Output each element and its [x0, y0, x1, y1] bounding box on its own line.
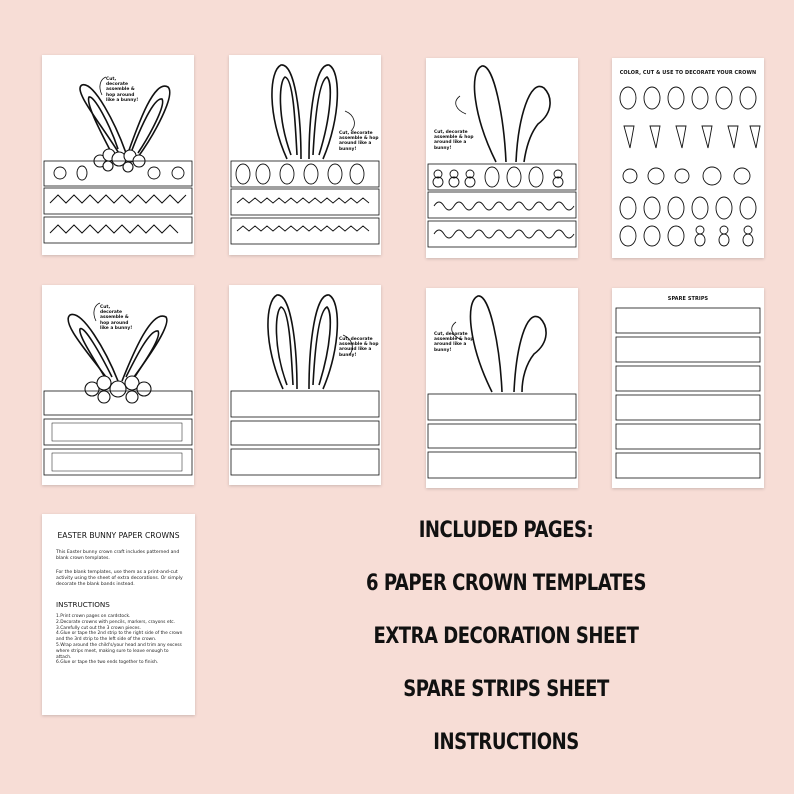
instruction-step: 6.Glue or tape the two ends together to finish. — [56, 660, 159, 666]
spare-strips — [612, 288, 764, 488]
spare-strips-sheet — [612, 288, 764, 488]
crown-template-long-ears-patterned — [426, 58, 578, 258]
crown-note: Cut, decorate assemble & hop around like a bunny! — [434, 130, 474, 151]
crown-template-floral-blank — [42, 285, 194, 485]
included-item: EXTRA DECORATION SHEET — [373, 624, 639, 649]
instructions-page — [42, 514, 195, 715]
instruction-step: 3.Carefully cut out the 3 crown pieces. — [56, 625, 141, 631]
crown-note: Cut, decorate assemble & hop around like a bunny! — [339, 337, 379, 358]
spare-strips-title: SPARE STRIPS — [667, 296, 709, 302]
crown-illustration — [426, 58, 578, 258]
crown-illustration — [426, 288, 578, 488]
crown-template-long-ears-blank — [426, 288, 578, 488]
crown-template-floral-patterned — [42, 55, 194, 255]
instructions-blank-note: For the blank templates, use them as a print-and-cut activity using the sheet of extra decorations. Or simply decorate the blank bands instead. — [56, 570, 183, 587]
instruction-step: 1.Print crown pages on cardstock. — [56, 614, 131, 619]
crown-note: Cut, decorate assemble & hop around like a bunny! — [106, 77, 139, 103]
crown-note: Cut, decorate assemble & hop around like a bunny! — [434, 332, 474, 353]
included-item: SPARE STRIPS SHEET — [403, 677, 609, 702]
decoration-illustrations — [612, 58, 764, 258]
decoration-sheet — [612, 58, 764, 258]
crown-template-ears-blank — [229, 285, 381, 485]
crown-illustration — [229, 285, 381, 485]
included-item: 6 PAPER CROWN TEMPLATES — [365, 571, 646, 596]
included-item: INSTRUCTIONS — [433, 730, 579, 755]
included-heading: INCLUDED PAGES: — [418, 518, 594, 543]
crown-note: Cut, decorate assemble & hop around like a bunny! — [100, 305, 133, 331]
included-pages-list — [337, 513, 675, 778]
decoration-sheet-title: COLOR, CUT & USE TO DECORATE YOUR CROWN — [619, 70, 757, 76]
instruction-step: 5.Wrap around the child's/your head and trim any excess where strips meet, making sure to leave enough to attach. — [56, 642, 182, 660]
crown-template-ears-patterned — [229, 55, 381, 255]
instruction-step: 2.Decorate crowns with pencils, markers, crayons etc. — [56, 619, 176, 625]
crown-illustration — [229, 55, 381, 255]
instruction-step: 4.Glue or tape the 2nd strip to the right side of the crown and the 3rd strip to the left side of the crown. — [56, 631, 183, 643]
instructions-steps — [56, 614, 185, 666]
instructions-heading: INSTRUCTIONS — [56, 600, 110, 609]
instructions-title: EASTER BUNNY PAPER CROWNS — [57, 531, 180, 540]
crown-note: Cut, decorate assemble & hop around like a bunny! — [339, 131, 379, 152]
instructions-intro: This Easter bunny crown craft includes patterned and blank crown templates. — [56, 550, 180, 561]
